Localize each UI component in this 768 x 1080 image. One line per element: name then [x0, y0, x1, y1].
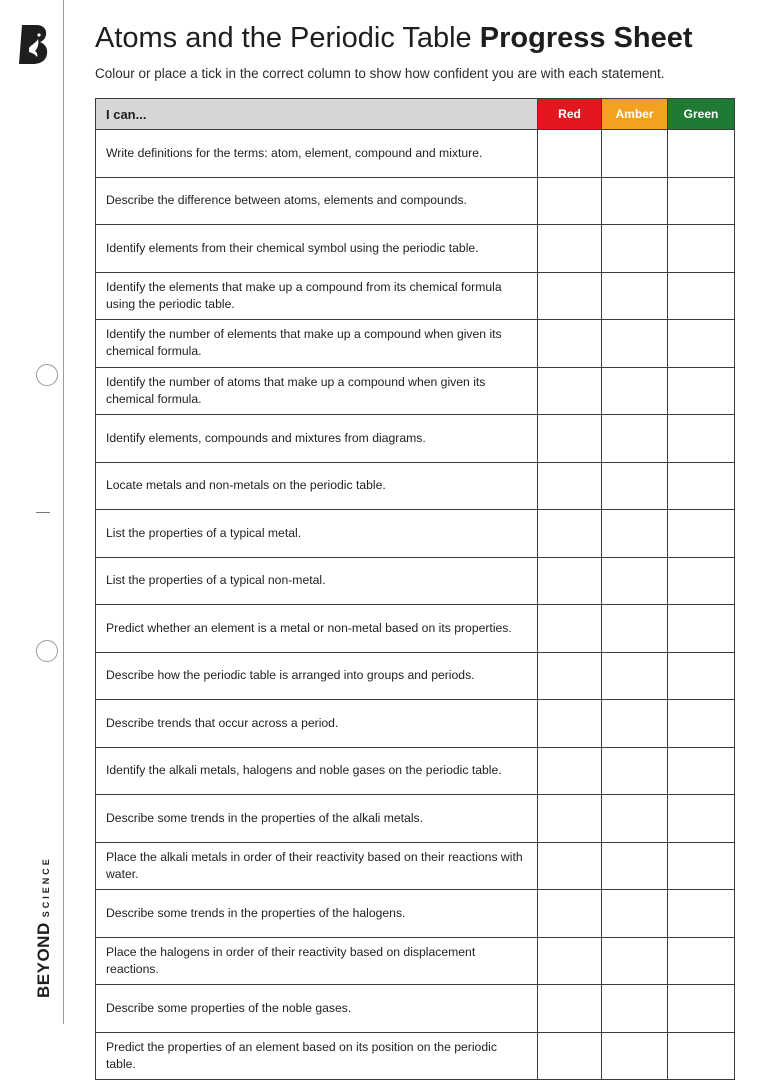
statement-text: Describe some trends in the properties of the halogens. [96, 890, 538, 938]
green-confidence-cell[interactable] [668, 842, 735, 890]
table-row [96, 177, 735, 225]
amber-confidence-cell[interactable] [602, 510, 668, 558]
amber-confidence-cell[interactable] [602, 1032, 668, 1080]
red-confidence-cell[interactable] [538, 795, 602, 843]
red-confidence-cell[interactable] [538, 557, 602, 605]
table-row [96, 605, 735, 653]
brand-name: BEYOND [34, 922, 53, 998]
table-row [96, 890, 735, 938]
statement-text: Identify the number of atoms that make up a compound when given its chemical formula. [96, 367, 538, 415]
statement-text: Describe some trends in the properties of the alkali metals. [96, 795, 538, 843]
table-row [96, 462, 735, 510]
red-confidence-cell[interactable] [538, 130, 602, 178]
amber-confidence-cell[interactable] [602, 320, 668, 368]
red-confidence-cell[interactable] [538, 747, 602, 795]
table-row [96, 415, 735, 463]
red-confidence-cell[interactable] [538, 890, 602, 938]
red-confidence-cell[interactable] [538, 700, 602, 748]
green-confidence-cell[interactable] [668, 652, 735, 700]
amber-confidence-cell[interactable] [602, 890, 668, 938]
red-confidence-cell[interactable] [538, 842, 602, 890]
amber-confidence-cell[interactable] [602, 605, 668, 653]
red-confidence-cell[interactable] [538, 652, 602, 700]
red-confidence-cell[interactable] [538, 462, 602, 510]
amber-confidence-cell[interactable] [602, 795, 668, 843]
green-confidence-cell[interactable] [668, 700, 735, 748]
statement-text: Place the alkali metals in order of their reactivity based on their reactions with water. [96, 842, 538, 890]
red-confidence-cell[interactable] [538, 225, 602, 273]
progress-table [95, 98, 735, 1080]
amber-confidence-cell[interactable] [602, 700, 668, 748]
table-row [96, 272, 735, 320]
green-confidence-cell[interactable] [668, 367, 735, 415]
green-confidence-cell[interactable] [668, 225, 735, 273]
statement-text: Write definitions for the terms: atom, element, compound and mixture. [96, 130, 538, 178]
amber-confidence-cell[interactable] [602, 177, 668, 225]
red-confidence-cell[interactable] [538, 937, 602, 985]
column-header-amber: Amber [602, 99, 668, 130]
green-confidence-cell[interactable] [668, 272, 735, 320]
green-confidence-cell[interactable] [668, 795, 735, 843]
amber-confidence-cell[interactable] [602, 367, 668, 415]
green-confidence-cell[interactable] [668, 890, 735, 938]
instructions: Colour or place a tick in the correct column to show how confident you are with each statement. [95, 66, 665, 81]
binder-hole-bottom [36, 640, 58, 662]
table-row [96, 937, 735, 985]
red-confidence-cell[interactable] [538, 605, 602, 653]
beyond-b-logo-icon [16, 22, 50, 66]
table-row [96, 795, 735, 843]
green-confidence-cell[interactable] [668, 415, 735, 463]
page-title [95, 22, 693, 55]
amber-confidence-cell[interactable] [602, 652, 668, 700]
amber-confidence-cell[interactable] [602, 415, 668, 463]
red-confidence-cell[interactable] [538, 320, 602, 368]
table-row [96, 320, 735, 368]
margin-line [63, 0, 64, 1024]
statement-text: Identify the elements that make up a compound from its chemical formula using the periodic table. [96, 272, 538, 320]
table-row [96, 510, 735, 558]
brand-wordmark [34, 856, 54, 998]
green-confidence-cell[interactable] [668, 177, 735, 225]
table-row [96, 367, 735, 415]
fold-mark [36, 512, 50, 513]
table-row [96, 130, 735, 178]
green-confidence-cell[interactable] [668, 320, 735, 368]
statement-text: Describe some properties of the noble gases. [96, 985, 538, 1033]
table-row [96, 700, 735, 748]
red-confidence-cell[interactable] [538, 1032, 602, 1080]
statement-text: List the properties of a typical metal. [96, 510, 538, 558]
statement-text: Locate metals and non-metals on the periodic table. [96, 462, 538, 510]
amber-confidence-cell[interactable] [602, 842, 668, 890]
red-confidence-cell[interactable] [538, 367, 602, 415]
table-row [96, 747, 735, 795]
amber-confidence-cell[interactable] [602, 225, 668, 273]
green-confidence-cell[interactable] [668, 1032, 735, 1080]
green-confidence-cell[interactable] [668, 985, 735, 1033]
table-row [96, 557, 735, 605]
statement-text: Identify the number of elements that make up a compound when given its chemical formula. [96, 320, 538, 368]
statement-text: Describe how the periodic table is arranged into groups and periods. [96, 652, 538, 700]
title-main: Atoms and the Periodic Table [95, 22, 472, 54]
amber-confidence-cell[interactable] [602, 985, 668, 1033]
statement-text: Identify the alkali metals, halogens and noble gases on the periodic table. [96, 747, 538, 795]
green-confidence-cell[interactable] [668, 510, 735, 558]
amber-confidence-cell[interactable] [602, 272, 668, 320]
statement-text: Describe trends that occur across a period. [96, 700, 538, 748]
table-row [96, 225, 735, 273]
column-header-i-can: I can... [96, 99, 538, 130]
table-row [96, 652, 735, 700]
amber-confidence-cell[interactable] [602, 130, 668, 178]
red-confidence-cell[interactable] [538, 510, 602, 558]
amber-confidence-cell[interactable] [602, 937, 668, 985]
amber-confidence-cell[interactable] [602, 747, 668, 795]
green-confidence-cell[interactable] [668, 462, 735, 510]
red-confidence-cell[interactable] [538, 177, 602, 225]
table-row [96, 985, 735, 1033]
green-confidence-cell[interactable] [668, 605, 735, 653]
statement-text: Identify elements, compounds and mixtures from diagrams. [96, 415, 538, 463]
binder-hole-top [36, 364, 58, 386]
column-header-green: Green [668, 99, 735, 130]
statement-text: Place the halogens in order of their reactivity based on displacement reactions. [96, 937, 538, 985]
red-confidence-cell[interactable] [538, 415, 602, 463]
green-confidence-cell[interactable] [668, 557, 735, 605]
amber-confidence-cell[interactable] [602, 462, 668, 510]
green-confidence-cell[interactable] [668, 130, 735, 178]
red-confidence-cell[interactable] [538, 272, 602, 320]
statement-text: Describe the difference between atoms, elements and compounds. [96, 177, 538, 225]
column-header-red: Red [538, 99, 602, 130]
green-confidence-cell[interactable] [668, 747, 735, 795]
statement-text: Identify elements from their chemical symbol using the periodic table. [96, 225, 538, 273]
statement-text: Predict the properties of an element based on its position on the periodic table. [96, 1032, 538, 1080]
statement-text: List the properties of a typical non-metal. [96, 557, 538, 605]
brand-tagline: SCIENCE [41, 856, 51, 918]
red-confidence-cell[interactable] [538, 985, 602, 1033]
amber-confidence-cell[interactable] [602, 557, 668, 605]
table-header-row [96, 99, 735, 130]
table-row [96, 1032, 735, 1080]
title-strong: Progress Sheet [479, 22, 693, 54]
green-confidence-cell[interactable] [668, 937, 735, 985]
table-row [96, 842, 735, 890]
statement-text: Predict whether an element is a metal or non-metal based on its properties. [96, 605, 538, 653]
